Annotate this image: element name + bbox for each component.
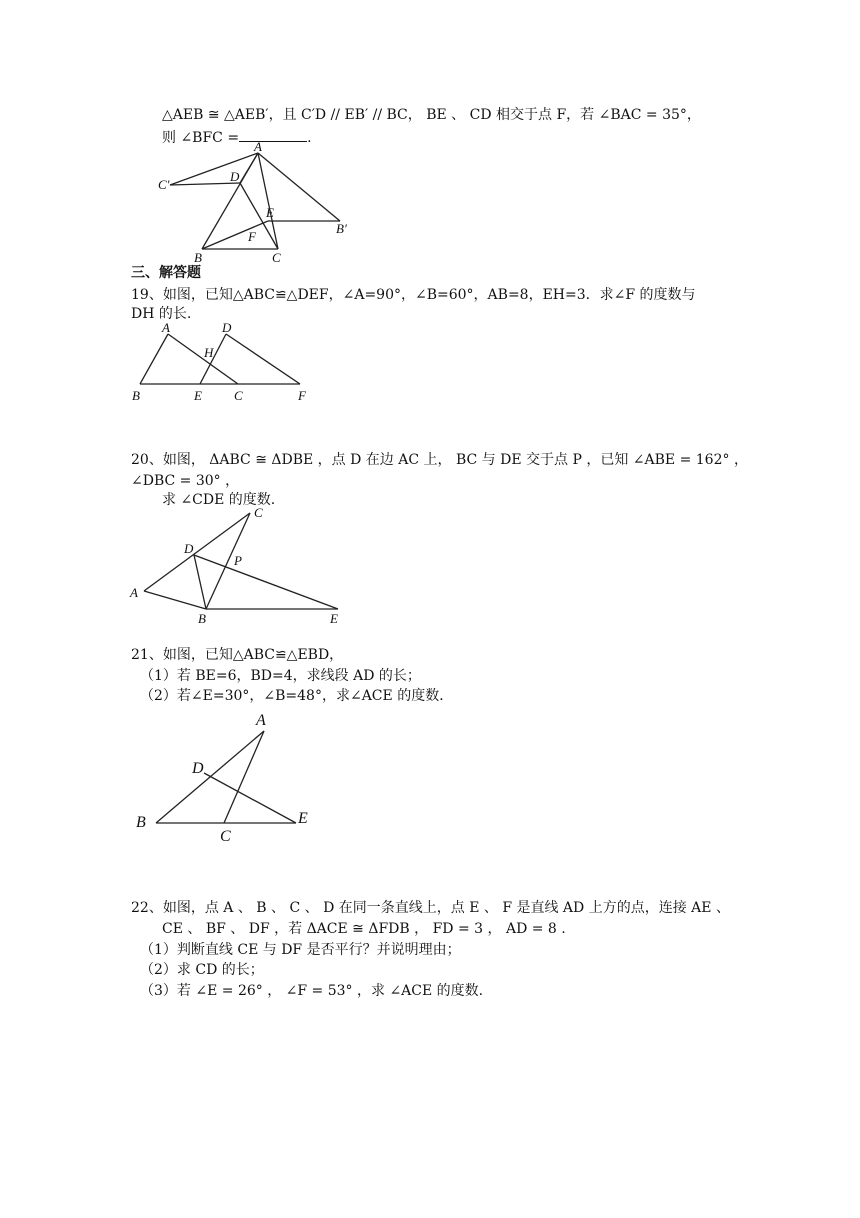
q21-label-a: A <box>256 712 266 729</box>
q18-label-d: D <box>230 169 240 184</box>
q21-label-b: B <box>136 814 146 831</box>
q19-text-line2: DH 的长. <box>131 306 192 322</box>
q18-label-e: E <box>266 205 274 220</box>
q22-part2: （2）求 CD 的长； <box>140 962 264 978</box>
answer-blank <box>239 129 307 142</box>
q20-text-line2: ∠DBC = 30° ， <box>131 473 240 489</box>
q19-figure <box>128 320 328 403</box>
q20-label-b: B <box>198 611 206 626</box>
q21-label-d: D <box>192 760 204 777</box>
q21-seg-a-c <box>224 731 264 823</box>
q21-seg-d-e <box>204 773 296 823</box>
q21-part1: （1）若 BE=6，BD=4，求线段 AD 的长； <box>140 668 421 684</box>
q19-label-d: D <box>222 320 232 335</box>
q18-seg-cprime-a <box>170 153 258 185</box>
q21-part2: （2）若∠E=30°，∠B=48°，求∠ACE 的度数． <box>140 688 454 704</box>
q22-text-line2: CE 、 BF 、 DF ，若 ΔACE ≅ ΔFDB ， FD = 3 ， AD = 8 . <box>162 921 566 937</box>
q21-text-line1: 21、如图，已知△ABC≌△EBD， <box>131 647 344 663</box>
q20-seg-d-b <box>194 555 206 609</box>
q19-seg-d-f <box>226 334 300 384</box>
q19-label-a: A <box>162 320 170 335</box>
q19-label-h: H <box>204 345 214 360</box>
q19-label-e: E <box>194 388 202 403</box>
q18-label-c: C <box>272 250 281 265</box>
q22-part3: （3）若 ∠E = 26° ， ∠F = 53° ，求 ∠ACE 的度数. <box>140 983 484 999</box>
section-title: 三、解答题 <box>131 265 201 281</box>
q20-label-d: D <box>184 541 194 556</box>
q20-label-p: P <box>234 553 242 568</box>
q19-label-c: C <box>234 388 243 403</box>
q19-text-line1: 19、如图，已知△ABC≌△DEF，∠A=90°，∠B=60°，AB=8，EH=3．求∠F 的度数与 <box>131 287 696 303</box>
q20-seg-d-e <box>194 555 338 609</box>
q21-figure <box>128 705 348 845</box>
q18-label-f: F <box>248 229 256 244</box>
q18-text-line2-prefix: 则 ∠BFC = <box>162 130 240 146</box>
q19-label-b: B <box>132 388 140 403</box>
q20-label-c: C <box>254 505 263 520</box>
q18-label-cprime: C′ <box>158 177 170 192</box>
q22-text-line1: 22、如图，点 A 、 B 、 C 、 D 在同一条直线上，点 E 、 F 是直线 AD 上方的点，连接 AE 、 <box>131 900 730 916</box>
q20-text-line3: 求 ∠CDE 的度数. <box>162 492 276 508</box>
q20-text-line1: 20、如图， ΔABC ≅ ΔDBE ，点 D 在边 AC 上， BC 与 DE 交于点 P ，已知 ∠ABE = 162° ， <box>131 452 748 468</box>
q20-label-a: A <box>130 585 138 600</box>
q18-text-line2-suffix: . <box>307 130 312 146</box>
q18-text-line1: △AEB ≅ △AEB′，且 C′D // EB′ // BC， BE 、 CD 相交于点 F，若 ∠BAC = 35°， <box>162 107 701 123</box>
q18-seg-b-e <box>202 221 268 249</box>
q21-label-e: E <box>298 810 308 827</box>
q20-seg-a-c <box>144 513 250 591</box>
q20-seg-b-c <box>206 513 250 609</box>
q20-figure <box>128 505 358 625</box>
q22-part1: （1）判断直线 CE 与 DF 是否平行？并说明理由； <box>140 942 461 958</box>
q19-seg-a-b <box>140 334 168 384</box>
q21-label-c: C <box>220 828 231 845</box>
q20-label-e: E <box>330 611 338 626</box>
q18-label-bprime: B′ <box>336 221 347 236</box>
q19-label-f: F <box>298 388 306 403</box>
q18-label-b: B <box>194 250 202 265</box>
q18-figure <box>150 139 390 265</box>
q18-label-a: A <box>254 139 262 154</box>
q19-seg-a-c <box>168 334 238 384</box>
q20-seg-a-b <box>144 591 206 609</box>
